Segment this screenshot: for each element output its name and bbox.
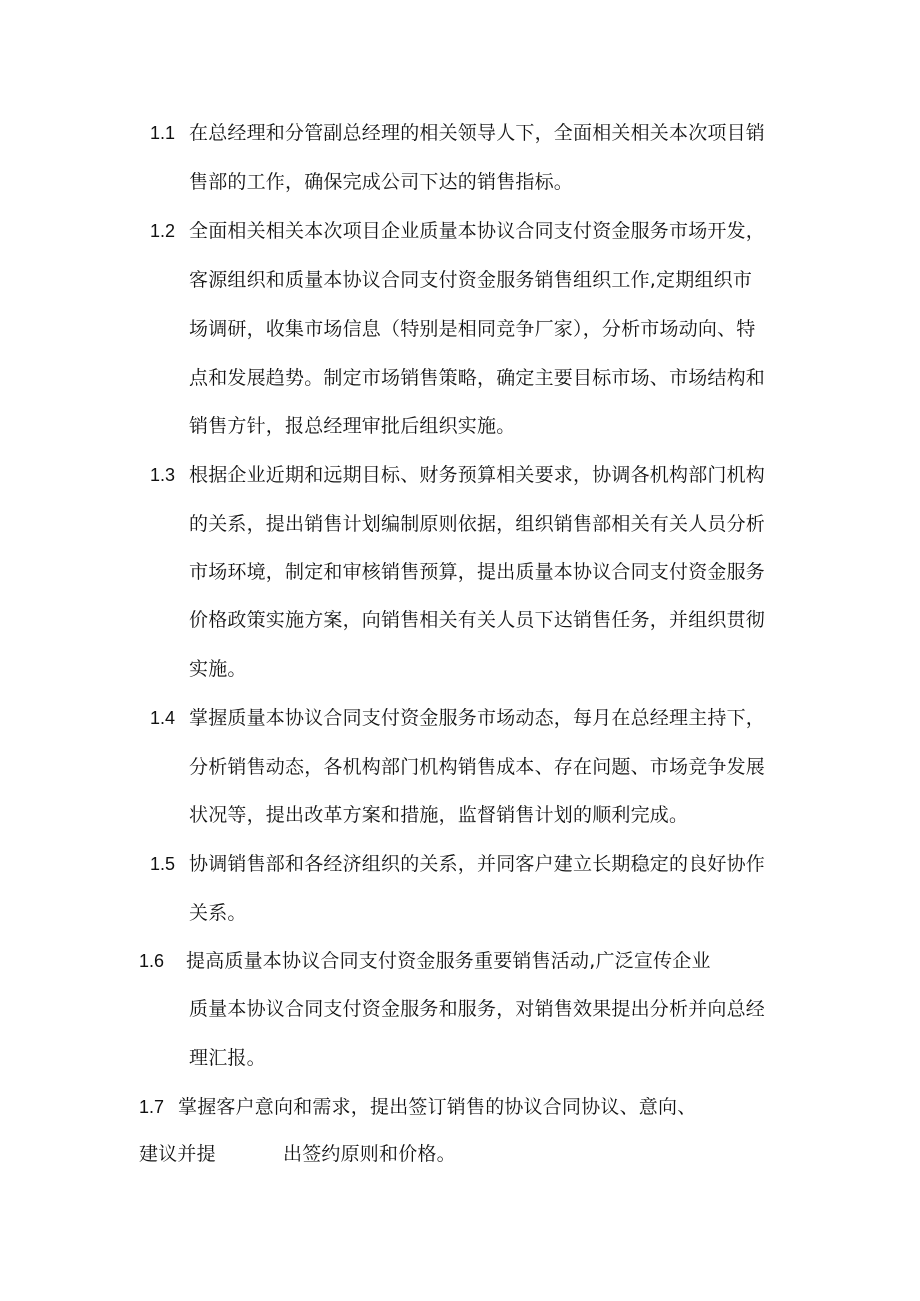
- item-text-line: 在总经理和分管副总经理的相关领导人下，全面相关相关本次项目销: [189, 122, 766, 144]
- item-text-line: 分析销售动态，各机构部门机构销售成本、存在问题、市场竞争发展: [189, 756, 766, 778]
- item-text-line: 掌握质量本协议合同支付资金服务市场动态，每月在总经理主持下，: [189, 707, 766, 729]
- item-number: 1.1: [150, 123, 176, 143]
- item-text-line: 客源组织和质量本协议合同支付资金服务销售组织工作,定期组织市: [189, 269, 753, 291]
- item-text-line: 协调销售部和各经济组织的关系，并同客户建立长期稳定的良好协作: [189, 853, 766, 875]
- item-text-line: 价格政策实施方案，向销售相关有关人员下达销售任务，并组织贯彻: [189, 609, 766, 631]
- item-text-line: 掌握客户意向和需求，提出签订销售的协议合同协议、意向、: [178, 1096, 697, 1118]
- item-text-line: 提高质量本协议合同支付资金服务重要销售活动,广泛宣传企业: [186, 950, 711, 972]
- item-text-line: 全面相关相关本次项目企业质量本协议合同支付资金服务市场开发，: [189, 220, 766, 242]
- item-number: 1.6: [139, 951, 165, 971]
- item-text-line: 理汇报。: [189, 1047, 266, 1069]
- item-text-line: 点和发展趋势。制定市场销售策略，确定主要目标市场、市场结构和: [189, 367, 766, 389]
- item-text-line: 市场环境，制定和审核销售预算，提出质量本协议合同支付资金服务: [189, 561, 766, 583]
- item-text-line: 根据企业近期和远期目标、财务预算相关要求，协调各机构部门机构: [189, 464, 766, 486]
- item-text-line: 关系。: [189, 902, 247, 924]
- item-text-line: 质量本协议合同支付资金服务和服务，对销售效果提出分析并向总经: [189, 998, 766, 1020]
- item-text-line: 售部的工作，确保完成公司下达的销售指标。: [189, 171, 574, 193]
- item-number: 1.3: [150, 465, 176, 485]
- item-number: 1.7: [139, 1097, 165, 1117]
- item-text-line: 场调研，收集市场信息（特别是相同竞争厂家），分析市场动向、特: [189, 318, 756, 340]
- item-number: 1.4: [150, 708, 176, 728]
- item-text-line: 状况等，提出改革方案和措施，监督销售计划的顺利完成。: [189, 804, 689, 826]
- item-text-line: 出签约原则和价格。: [283, 1143, 456, 1165]
- item-text-line: 的关系，提出销售计划编制原则依据，组织销售部相关有关人员分析: [189, 513, 766, 535]
- item-text-line: 实施。: [189, 658, 247, 680]
- item-text-line: 销售方针，报总经理审批后组织实施。: [189, 415, 516, 437]
- item-number: 1.5: [150, 854, 176, 874]
- item-text-line: 建议并提: [139, 1143, 216, 1165]
- item-number: 1.2: [150, 221, 176, 241]
